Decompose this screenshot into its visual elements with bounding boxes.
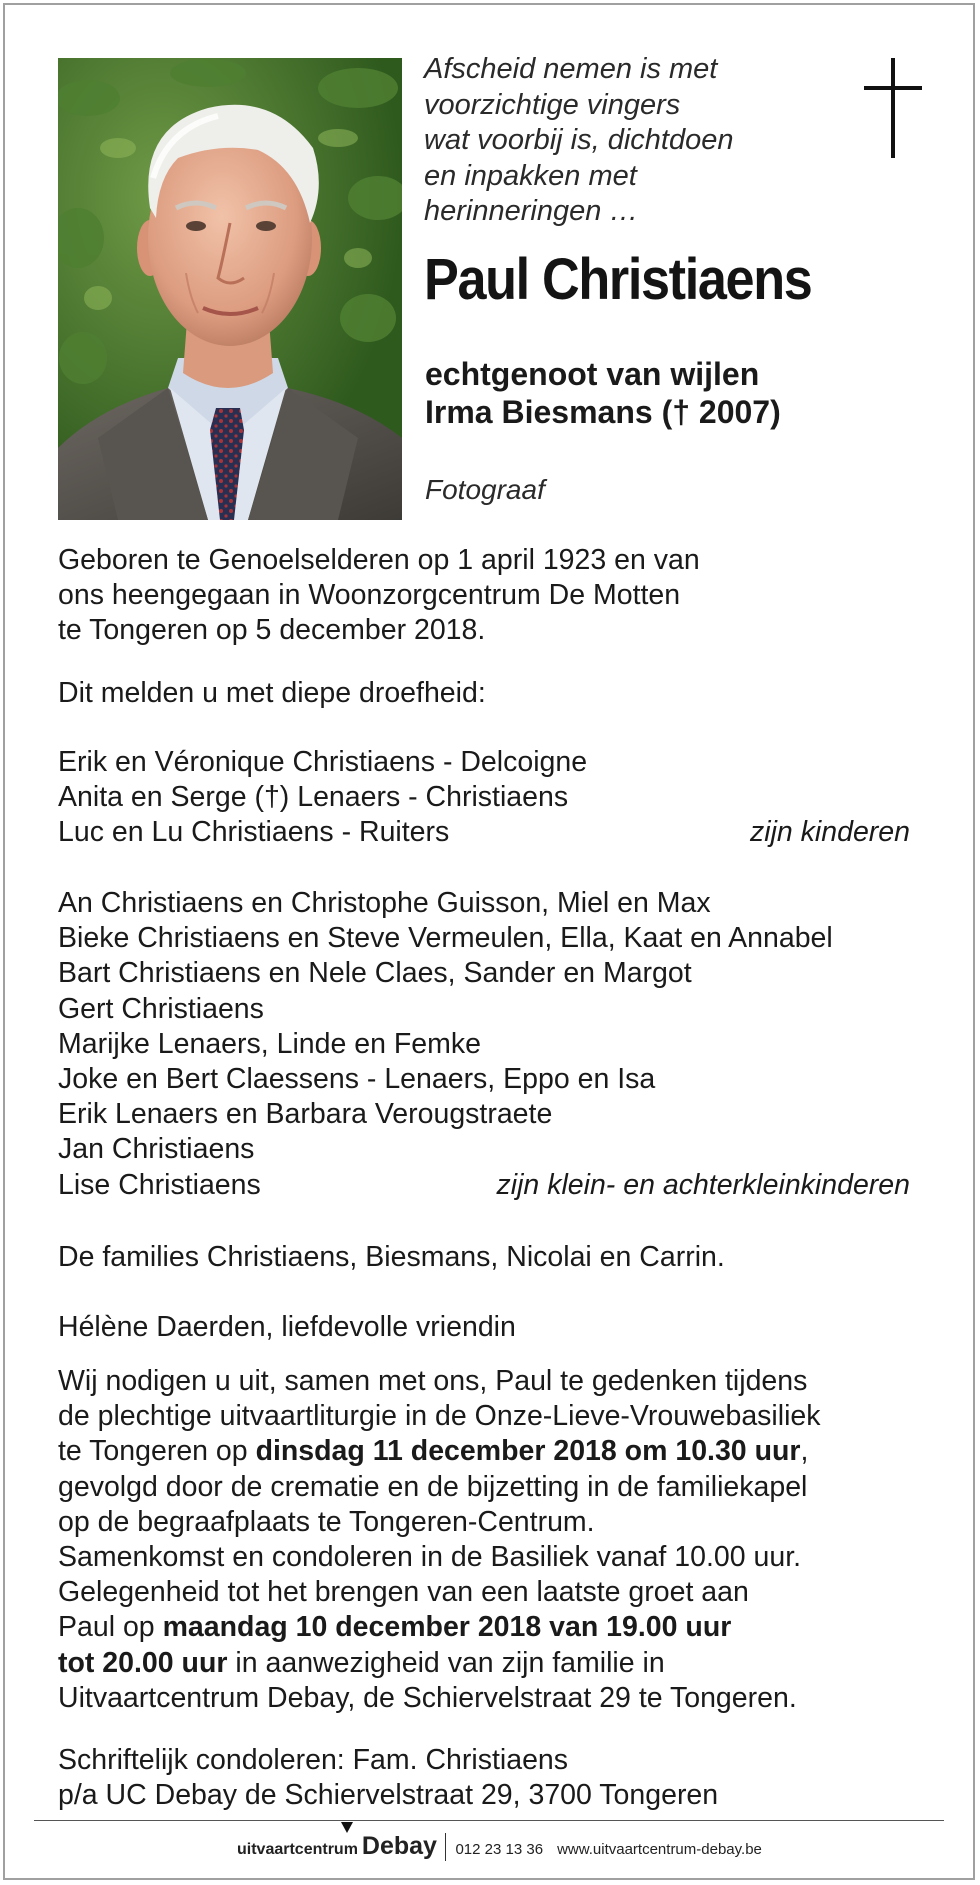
text-line: Uitvaartcentrum Debay, de Schiervelstraat 29 te Tongeren.: [58, 1681, 797, 1714]
list-item: Joke en Bert Claessens - Lenaers, Eppo en Isa: [58, 1063, 656, 1096]
poem: [424, 52, 844, 230]
children-list: [58, 745, 920, 851]
text-line: Gelegenheid tot het brengen van een laatste groet aan: [58, 1576, 749, 1609]
text-line: ons heengegaan in Woonzorgcentrum De Motten: [58, 579, 681, 612]
brand-name: Debay: [361, 1832, 437, 1860]
text-span: Paul op: [58, 1611, 163, 1644]
text-line: [58, 1610, 920, 1645]
text-line: Samenkomst en condoleren in de Basiliek vanaf 10.00 uur.: [58, 1541, 802, 1574]
list-item: Erik en Véronique Christiaens - Delcoigne: [58, 746, 588, 778]
portrait-photo: [58, 58, 402, 520]
list-item: Gert Christiaens: [58, 992, 264, 1025]
text-line: te Tongeren op 5 december 2018.: [58, 614, 486, 647]
announcement: [58, 676, 920, 711]
profession: Fotograaf: [425, 474, 545, 505]
text-span: te Tongeren op: [58, 1435, 256, 1468]
list-item-text: Lise Christiaens: [58, 1168, 261, 1201]
text-span: ,: [800, 1435, 809, 1468]
spouse-line: echtgenoot van wijlen: [425, 356, 760, 392]
grandchildren-list: [58, 886, 920, 1203]
deceased-name: Paul Christiaens: [424, 247, 812, 312]
text-line: p/a UC Debay de Schiervelstraat 29, 3700 Tongeren: [58, 1779, 719, 1812]
list-item: Jan Christiaens: [58, 1133, 255, 1166]
list-item: Bieke Christiaens en Steve Vermeulen, Ella, Kaat en Annabel: [58, 922, 833, 955]
list-item: Bart Christiaens en Nele Claes, Sander en Margot: [58, 957, 692, 990]
visitation-time: tot 20.00 uur: [58, 1646, 228, 1679]
footer: [237, 1832, 762, 1861]
poem-line: voorzichtige vingers: [424, 88, 681, 121]
relation-label: zijn klein- en achterkleinkinderen: [496, 1168, 910, 1201]
text-line: gevolgd door de crematie en de bijzetting in de familiekapel: [58, 1470, 808, 1503]
text-line: Wij nodigen u uit, samen met ons, Paul te gedenken tijdens: [58, 1365, 808, 1397]
poem-line: en inpakken met: [424, 159, 637, 192]
list-item: Anita en Serge (†) Lenaers - Christiaens: [58, 781, 569, 814]
families: [58, 1240, 920, 1275]
poem-line: herinneringen …: [424, 195, 639, 227]
text-line: Geboren te Genoelselderen op 1 april 1923 en van: [58, 544, 700, 576]
footer-website: www.uitvaartcentrum-debay.be: [557, 1841, 762, 1858]
text-line: op de begraafplaats te Tongeren-Centrum.: [58, 1505, 595, 1538]
spouse-info: [425, 355, 781, 431]
list-item: Marijke Lenaers, Linde en Femke: [58, 1027, 481, 1060]
footer-separator: [445, 1833, 447, 1861]
text-line: de plechtige uitvaartliturgie in de Onze-Lieve-Vrouwebasiliek: [58, 1400, 821, 1433]
footer-divider: [34, 1820, 944, 1821]
text-line: Dit melden u met diepe droefheid:: [58, 677, 486, 709]
birth-death-info: [58, 543, 920, 649]
text-line: Hélène Daerden, liefdevolle vriendin: [58, 1311, 516, 1343]
list-item: [58, 1168, 920, 1203]
brand-prefix: uitvaartcentrum: [237, 1841, 358, 1858]
relation-label: zijn kinderen: [749, 816, 910, 849]
poem-line: wat voorbij is, dichtdoen: [424, 124, 734, 156]
list-item-text: Luc en Lu Christiaens - Ruiters: [58, 816, 450, 849]
list-item: [58, 815, 920, 850]
cross-icon: [862, 58, 924, 160]
text-span: in aanwezigheid van zijn familie in: [227, 1646, 665, 1679]
spouse-line: Irma Biesmans († 2007): [425, 394, 781, 430]
text-line: [58, 1434, 920, 1469]
condolence-address: [58, 1743, 920, 1813]
text-line: [58, 1646, 920, 1681]
list-item: An Christiaens en Christophe Guisson, Miel en Max: [58, 887, 711, 919]
footer-phone: 012 23 13 36: [455, 1841, 544, 1858]
poem-line: Afscheid nemen is met: [424, 53, 718, 85]
service-details: [58, 1364, 920, 1716]
text-line: De families Christiaens, Biesmans, Nicolai en Carrin.: [58, 1241, 725, 1273]
list-item: Erik Lenaers en Barbara Verougstraete: [58, 1098, 553, 1131]
text-line: Schriftelijk condoleren: Fam. Christiaens: [58, 1744, 569, 1776]
visitation-date: maandag 10 december 2018 van 19.00 uur: [162, 1611, 732, 1644]
service-date: dinsdag 11 december 2018 om 10.30 uur: [255, 1435, 801, 1468]
friend: [58, 1310, 920, 1345]
